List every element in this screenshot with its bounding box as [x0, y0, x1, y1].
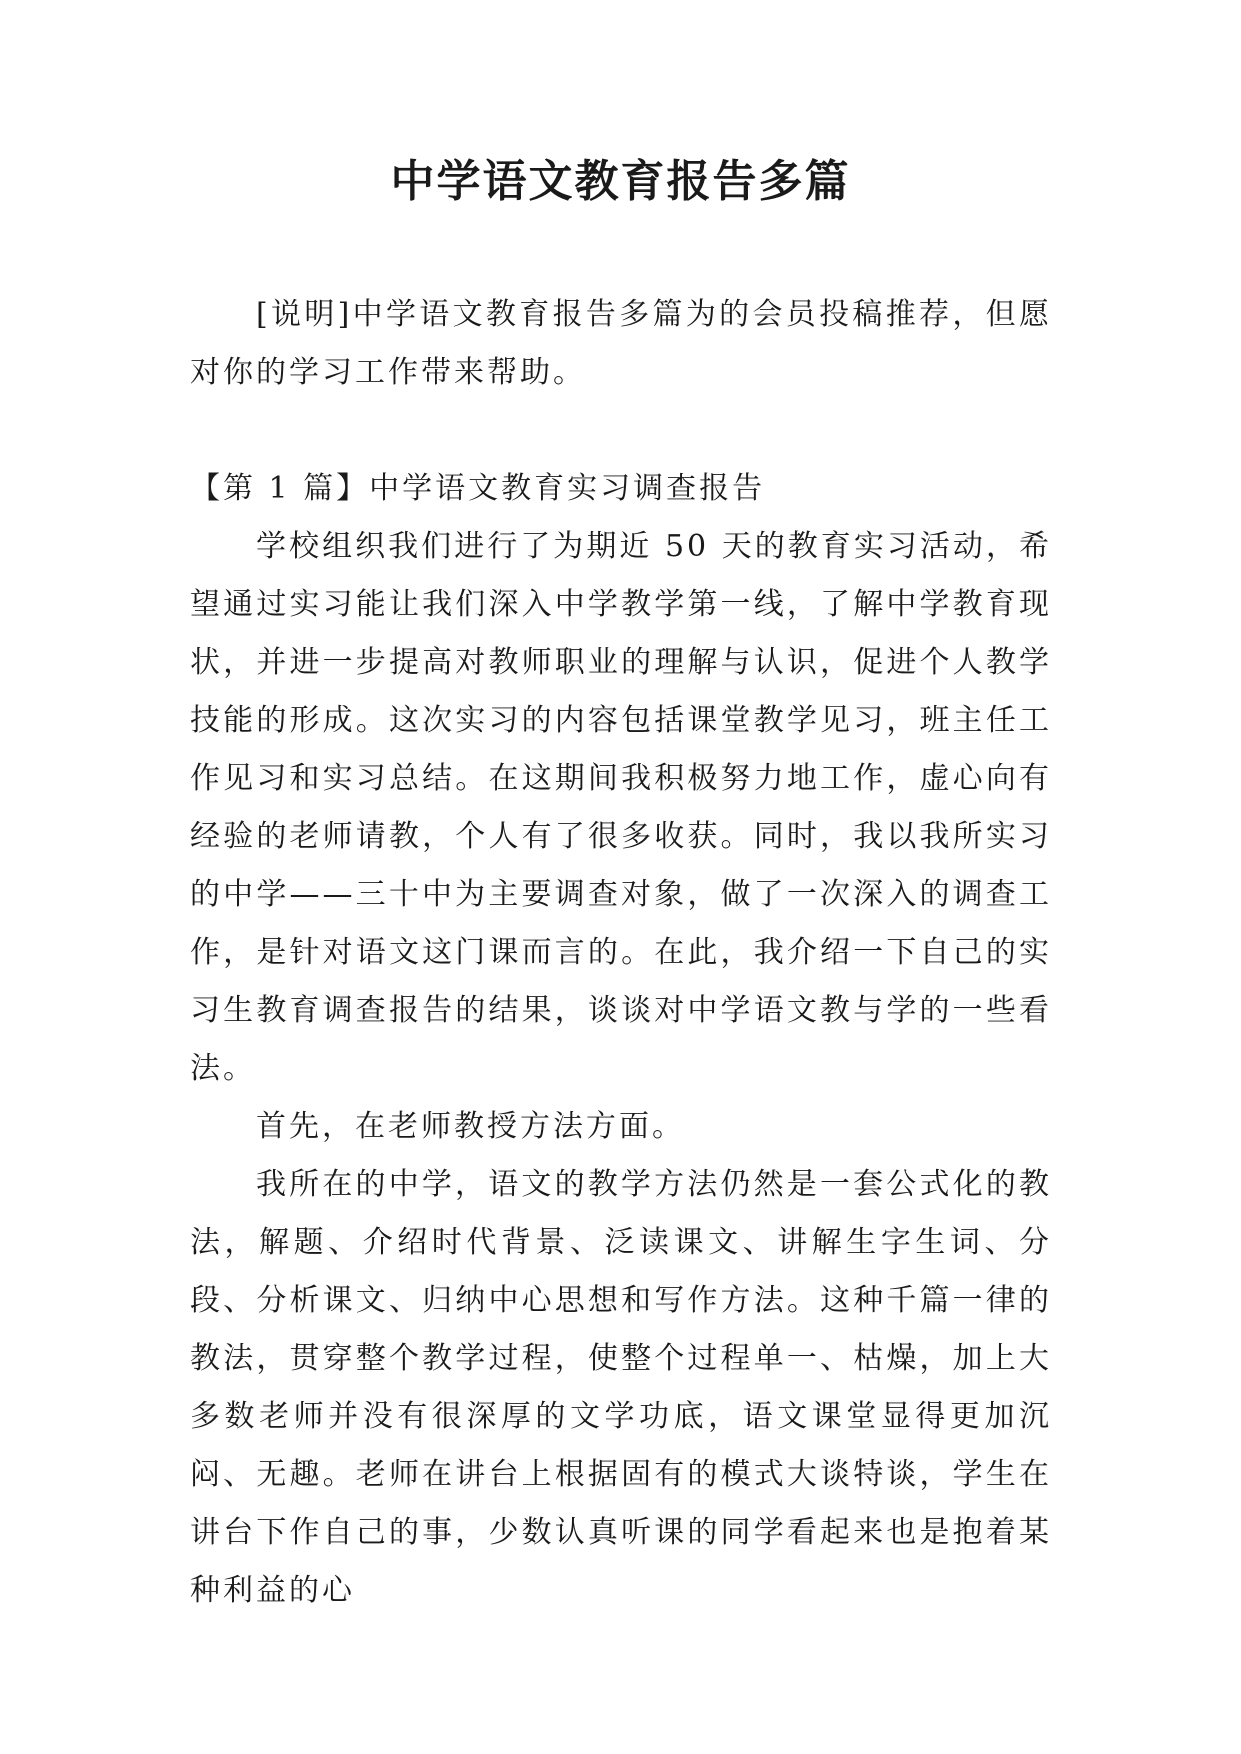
document-body	[190, 286, 1052, 1620]
spacer	[190, 402, 1052, 460]
intro-paragraph: [说明]中学语文教育报告多篇为的会员投稿推荐，但愿对你的学习工作带来帮助。	[190, 297, 1052, 390]
body-paragraph-1: 学校组织我们进行了为期近 50 天的教育实习活动，希望通过实习能让我们深入中学教学第一线，了解中学教育现状，并进一步提高对教师职业的理解与认识，促进个人教学技能的形成。这次实习的内容包括课堂教学见习，班主任工作见习和实习总结。在这期间我积极努力地工作，虚心向有经验的老师请教，个人有了很多收获。同时，我以我所实习的中学——三十中为主要调查对象，做了一次深入的调查工作，是针对语文这门课而言的。在此，我介绍一下自己的实习生教育调查报告的结果，谈谈对中学语文教与学的一些看法。	[190, 529, 1052, 1086]
body-paragraph-2: 首先，在老师教授方法方面。	[256, 1109, 685, 1144]
section-heading: 【第 1 篇】中学语文教育实习调查报告	[190, 471, 766, 506]
body-paragraph-3: 我所在的中学，语文的教学方法仍然是一套公式化的教法，解题、介绍时代背景、泛读课文、讲解生字生词、分段、分析课文、归纳中心思想和写作方法。这种千篇一律的教法，贯穿整个教学过程，使整个过程单一、枯燥，加上大多数老师并没有很深厚的文学功底，语文课堂显得更加沉闷、无趣。老师在讲台上根据固有的模式大谈特谈，学生在讲台下作自己的事，少数认真听课的同学看起来也是抱着某种利益的心	[190, 1167, 1052, 1608]
document-title: 中学语文教育报告多篇	[390, 156, 851, 207]
